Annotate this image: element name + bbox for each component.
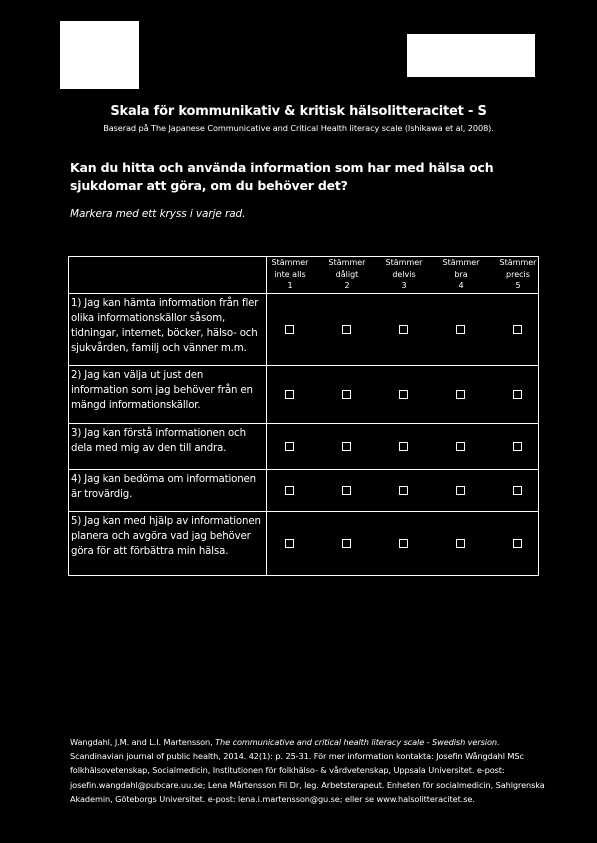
item-options-2 <box>267 366 539 424</box>
checkbox-1-5[interactable] <box>513 325 522 334</box>
instruction-text: Markera med ett kryss i varje rad. <box>70 208 246 220</box>
checkbox-2-1[interactable] <box>285 390 294 399</box>
checkbox-3-1[interactable] <box>285 442 294 451</box>
table-row <box>69 512 539 576</box>
checkbox-4-2[interactable] <box>342 486 351 495</box>
checkbox-2-2[interactable] <box>342 390 351 399</box>
checkbox-5-4[interactable] <box>456 539 465 548</box>
option-header-4: Stämmer bra 4 <box>442 258 480 290</box>
table-row <box>69 294 539 366</box>
item-text-4: 4) Jag kan bedöma om informationen är trovärdig. <box>69 470 267 512</box>
item-text-1: 1) Jag kan hämta information från fler olika informationskällor såsom, tidningar, internet, böcker, hälso- och sjukvården, familj och vänner m.m. <box>69 294 267 366</box>
item-options-4 <box>267 470 539 512</box>
checkbox-2-3[interactable] <box>399 390 408 399</box>
footer-journal-contact: Scandinavian journal of public health, 2014. 42(1): p. 25-31. För mer information kontakta: Josefin Wångdahl MSc folkhälsovetenskap, Socialmedicin, Institutionen för folkhälso- & vårdvetenskap, Uppsala Universitet. e-post: josefin.wangdahl@pubcare.uu.se; Lena Mårtensson Fil Dr, leg. Arbetsterapeut. Enheten för socialmedicin, Sahlgrenska Akademin, Göteborgs Universitet. e-post: lena.i.martensson@gu.se; eller se www.halsolitteracitet.se. <box>70 751 545 804</box>
checkbox-3-4[interactable] <box>456 442 465 451</box>
checkbox-5-1[interactable] <box>285 539 294 548</box>
checkbox-1-1[interactable] <box>285 325 294 334</box>
checkbox-5-2[interactable] <box>342 539 351 548</box>
item-text-5: 5) Jag kan med hjälp av informationen planera och avgöra vad jag behöver göra för att förbättra min hälsa. <box>69 512 267 576</box>
table-row <box>69 424 539 470</box>
header-options-cell <box>267 257 539 294</box>
page-title: Skala för kommunikativ & kritisk hälsolitteracitet - S <box>110 104 487 119</box>
checkbox-5-3[interactable] <box>399 539 408 548</box>
table-row <box>69 470 539 512</box>
logo-right <box>407 34 535 77</box>
header-empty-cell <box>69 257 267 294</box>
checkbox-3-3[interactable] <box>399 442 408 451</box>
checkbox-5-5[interactable] <box>513 539 522 548</box>
checkbox-4-1[interactable] <box>285 486 294 495</box>
checkbox-1-3[interactable] <box>399 325 408 334</box>
item-options-3 <box>267 424 539 470</box>
checkbox-3-5[interactable] <box>513 442 522 451</box>
checkbox-1-4[interactable] <box>456 325 465 334</box>
option-header-3: Stämmer delvis 3 <box>385 258 423 290</box>
option-header-2: Stämmer dåligt 2 <box>328 258 366 290</box>
question-text: Kan du hitta och använda information som har med hälsa och sjukdomar att göra, om du behöver det? <box>70 160 494 193</box>
option-header-1: Stämmer inte alls 1 <box>271 258 309 290</box>
item-text-3: 3) Jag kan förstå informationen och dela med mig av den till andra. <box>69 424 267 470</box>
rating-table <box>68 256 539 576</box>
item-options-5 <box>267 512 539 576</box>
checkbox-3-2[interactable] <box>342 442 351 451</box>
checkbox-2-5[interactable] <box>513 390 522 399</box>
checkbox-4-4[interactable] <box>456 486 465 495</box>
footer-authors: Wangdahl, J.M. and L.I. Martensson, <box>70 737 216 747</box>
citation-footer <box>70 735 550 806</box>
table-row <box>69 366 539 424</box>
checkbox-4-5[interactable] <box>513 486 522 495</box>
option-header-5: Stämmer precis 5 <box>499 258 537 290</box>
page-subtitle: Baserad på The Japanese Communicative and Critical Health literacy scale (Ishikawa et al, 2008). <box>103 123 494 133</box>
checkbox-1-2[interactable] <box>342 325 351 334</box>
table-header-row <box>69 257 539 294</box>
checkbox-2-4[interactable] <box>456 390 465 399</box>
item-text-2: 2) Jag kan välja ut just den information som jag behöver från en mängd informationskällor. <box>69 366 267 424</box>
logo-left <box>60 21 139 89</box>
checkbox-4-3[interactable] <box>399 486 408 495</box>
footer-article-title: The communicative and critical health literacy scale - Swedish version. <box>215 737 500 747</box>
item-options-1 <box>267 294 539 366</box>
